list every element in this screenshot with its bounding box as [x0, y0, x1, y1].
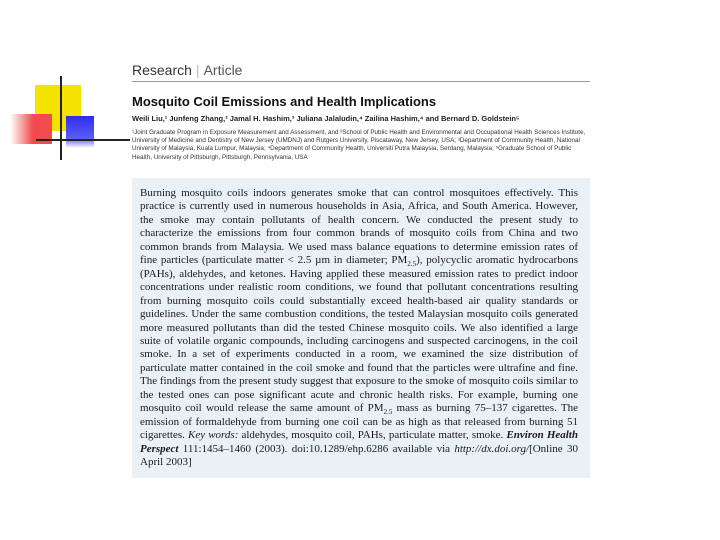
citation: 111:1454–1460 (2003). doi:10.1289/ehp.6286 available via: [178, 442, 455, 455]
online-date: [Online 30 April 2003]: [140, 442, 578, 469]
article-title: Mosquito Coil Emissions and Health Implications: [132, 94, 437, 109]
abstract-text: Burning mosquito coils indoors generates smoke that can control mosquitoes effectively. This practice is currently used in numerous households in Asia, Africa, and South America. However, the smoke may contain pollutants of health concern. We conducted the present study to characterize the emissions from four common brands of mosquito coils from China and two common brands from Malaysia. We used mass balance equations to determine emission rates of fine particles (particulate matter < 2.5 µm in diameter; $PM_{2.5}$), polycyclic aromatic hydrocarbons (PAHs), aldehydes, and ketones. Having applied these measured emission rates to predict indoor concentrations under realistic room conditions, we found that pollutant concentrations resulting from burning mosquito coils could substantially exceed health-based air quality standards or guidelines. Under the same combustion conditions, the tested Malaysian mosquito coils generated more measured pollutants than did the tested Chinese mosquito coils. We also identified a large suite of volatile organic compounds, including carcinogens and suspected carcinogens, in the coil smoke. In a set of experiments conducted in a room, we examined the size distribution of particulate matter contained in the coil smoke and found that the particles were ultrafine and fine. The findings from the present study suggest that exposure to the smoke of mosquito coils similar to the tested ones can pose significant acute and chronic health risks. For example, burning one mosquito coil would release the same amount of $PM_{2.5}$ mass as burning 75–137 cigarettes. The emission of formaldehyde from burning one coil can be as high as that released from burning 51 cigarettes. Key words: aldehydes, mosquito coil, PAHs, particulate matter, smoke. Environ Health Perspect 111:1454–1460 (2003). doi:10.1289/ehp.6286 available via http://dx.doi.org/[Online 30 April 2003]: [140, 187, 578, 469]
article-scan: [132, 62, 590, 478]
doi-link[interactable]: http://dx.doi.org/: [454, 442, 530, 455]
header-rule: [132, 81, 590, 82]
section-separator: |: [195, 62, 200, 78]
section-header: [132, 62, 590, 78]
abstract-box: [132, 178, 590, 478]
keywords-label: Key words:: [188, 429, 239, 442]
article-type: Article: [203, 62, 243, 78]
logo-blue-square: [66, 116, 94, 148]
logo-horizontal-line: [36, 139, 130, 141]
logo-vertical-line: [60, 76, 62, 160]
author-list: Weili Liu,¹ Junfeng Zhang,² Jamal H. Hashim,³ Juliana Jalaludin,⁴ Zailina Hashim,⁴ and Bernard D. Goldstein⁵: [132, 114, 520, 123]
section-label: Research: [132, 62, 192, 78]
keywords: aldehydes, mosquito coil, PAHs, particulate matter, smoke.: [238, 429, 507, 442]
journal-name: Environ Health Perspect: [140, 429, 578, 455]
affiliations: ¹Joint Graduate Program in Exposure Measurement and Assessment, and ²School of Public Health and Environmental and Occupational Health Sciences Institute, University of Medicine and Dentistry of New Jersey (UMDNJ) and Rutgers University, Piscataway, New Jersey, USA; ³Department of Community Health, National University of Malaysia, Kuala Lumpur, Malaysia; ⁴Department of Community Health, Universiti Putra Malaysia, Serdang, Malaysia; ⁵Graduate School of Public Health, University of Pittsburgh, Pittsburgh, Pennsylvania, USA: [132, 129, 586, 161]
